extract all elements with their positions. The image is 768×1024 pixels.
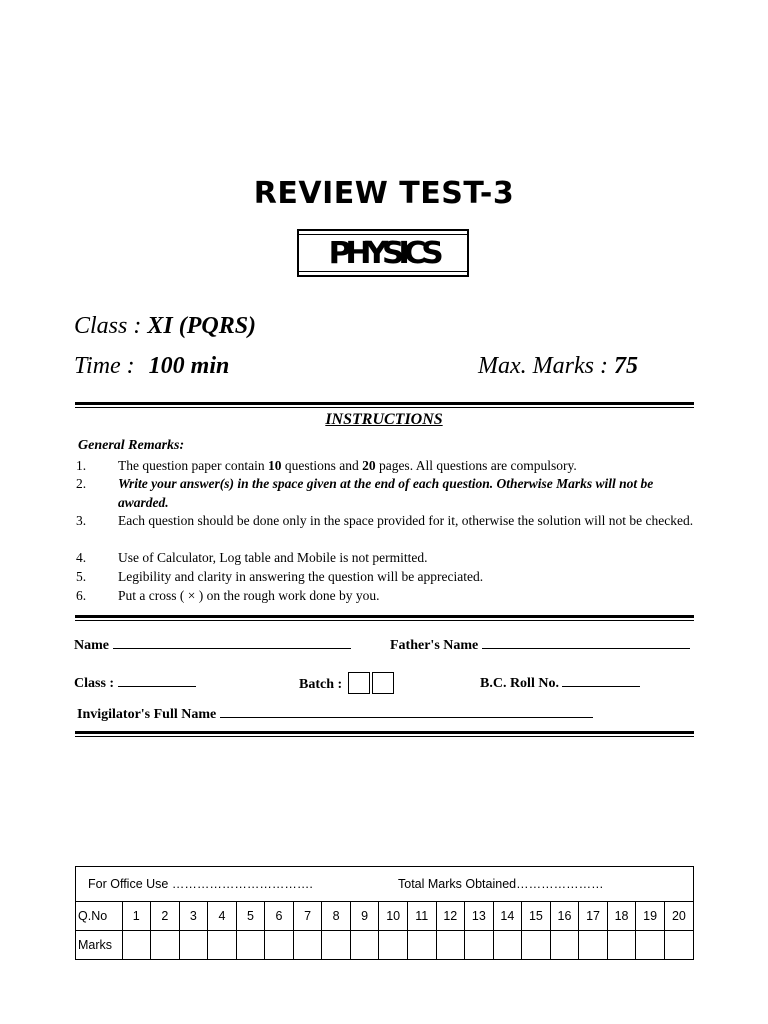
qno-cell: 13 [465,902,494,931]
name-field[interactable] [74,636,351,654]
marks-row-label: Marks [76,931,122,960]
marks-cell[interactable] [636,931,665,960]
office-header [76,867,693,902]
total-marks-text: Total Marks Obtained………………… [398,877,604,891]
general-remarks-label: General Remarks: [78,438,185,453]
qno-cell: 2 [151,902,180,931]
instruction-item [76,568,696,587]
test-title: REVIEW TEST-3 [253,176,515,211]
instructions-heading: INSTRUCTIONS [325,411,443,428]
class-line-blank[interactable] [118,674,196,687]
marks-value: 75 [613,353,638,379]
qno-cell: 1 [122,902,151,931]
batch-box-1[interactable] [348,672,370,694]
father-name-field[interactable] [390,636,690,654]
marks-cell[interactable] [465,931,494,960]
item-number: 3. [76,513,87,528]
marks-grid [76,902,693,959]
marks-cell[interactable] [350,931,379,960]
qno-row [76,902,693,931]
marks-cell[interactable] [122,931,151,960]
qno-cell: 18 [607,902,636,931]
invigilator-label: Invigilator's Full Name [77,707,217,722]
qno-cell: 15 [522,902,551,931]
qno-cell: 8 [322,902,351,931]
marks-line [478,353,638,380]
roll-label: B.C. Roll No. [480,676,559,691]
qno-cell: 7 [293,902,322,931]
item-number: 6. [76,588,87,603]
subject-box [297,229,469,277]
marks-cell[interactable] [293,931,322,960]
qno-cell: 12 [436,902,465,931]
item-text: Legibility and clarity in answering the question will be appreciated. [118,569,484,584]
qno-cell: 16 [550,902,579,931]
marks-cell[interactable] [379,931,408,960]
name-line[interactable] [113,636,351,649]
marks-cell[interactable] [265,931,294,960]
item-number: 1. [76,458,87,473]
divider-top [75,402,694,408]
invigilator-field[interactable] [77,705,593,723]
roll-line[interactable] [562,674,640,687]
office-use-text: For Office Use ……………………………. [88,877,313,891]
class-value: XI (PQRS) [147,313,257,339]
marks-cell[interactable] [179,931,208,960]
father-name-line[interactable] [482,636,690,649]
qno-cell: 14 [493,902,522,931]
item-text: The question paper contain 10 questions and 20 pages. All questions are compulsory. [118,458,577,473]
instruction-item [76,587,696,606]
qno-cell: 19 [636,902,665,931]
item-text: Put a cross ( × ) on the rough work done by you. [118,588,380,603]
marks-cell[interactable] [208,931,237,960]
qno-cell: 5 [236,902,265,931]
instruction-item [76,475,696,512]
subject-name: PHYSICS [298,234,468,272]
qno-cell: 10 [379,902,408,931]
father-name-label: Father's Name [390,638,479,653]
marks-cell[interactable] [579,931,608,960]
class-field[interactable] [74,674,196,692]
marks-cell[interactable] [151,931,180,960]
marks-cell[interactable] [522,931,551,960]
qno-cell: 4 [208,902,237,931]
qno-cell: 9 [350,902,379,931]
batch-field[interactable] [299,672,394,694]
marks-cell[interactable] [664,931,693,960]
batch-label: Batch : [299,677,343,692]
roll-field[interactable] [480,674,640,692]
name-label: Name [74,638,109,653]
item-number: 4. [76,550,87,565]
marks-cell[interactable] [493,931,522,960]
marks-cell[interactable] [607,931,636,960]
marks-row [76,931,693,960]
time-label: Time : [74,353,135,379]
instruction-item [76,549,696,568]
qno-cell: 3 [179,902,208,931]
time-value: 100 min [148,353,230,379]
marks-cell[interactable] [436,931,465,960]
marks-cell[interactable] [407,931,436,960]
marks-cell[interactable] [322,931,351,960]
marks-cell[interactable] [236,931,265,960]
item-number: 5. [76,569,87,584]
qno-cell: 17 [579,902,608,931]
form-class-label: Class : [74,676,115,691]
item-text: Use of Calculator, Log table and Mobile is not permitted. [118,550,428,565]
office-use-table [75,866,694,960]
qno-cell: 6 [265,902,294,931]
instruction-item [76,457,696,476]
item-number: 2. [76,476,87,491]
time-line [74,353,229,380]
batch-box-2[interactable] [372,672,394,694]
divider-bottom [75,731,694,737]
qno-cell: 11 [407,902,436,931]
marks-cell[interactable] [550,931,579,960]
item-text: Write your answer(s) in the space given at the end of each question. Otherwise Marks will not be awarded. [118,476,654,510]
qno-cell: 20 [664,902,693,931]
class-label: Class : [74,313,142,339]
instruction-item [76,512,696,531]
marks-label: Max. Marks : [478,353,608,379]
invigilator-line[interactable] [220,705,593,718]
qno-label: Q.No [76,902,122,931]
class-line [74,313,256,340]
divider-middle [75,615,694,621]
item-text: Each question should be done only in the space provided for it, otherwise the solution will not be checked. [118,513,694,528]
